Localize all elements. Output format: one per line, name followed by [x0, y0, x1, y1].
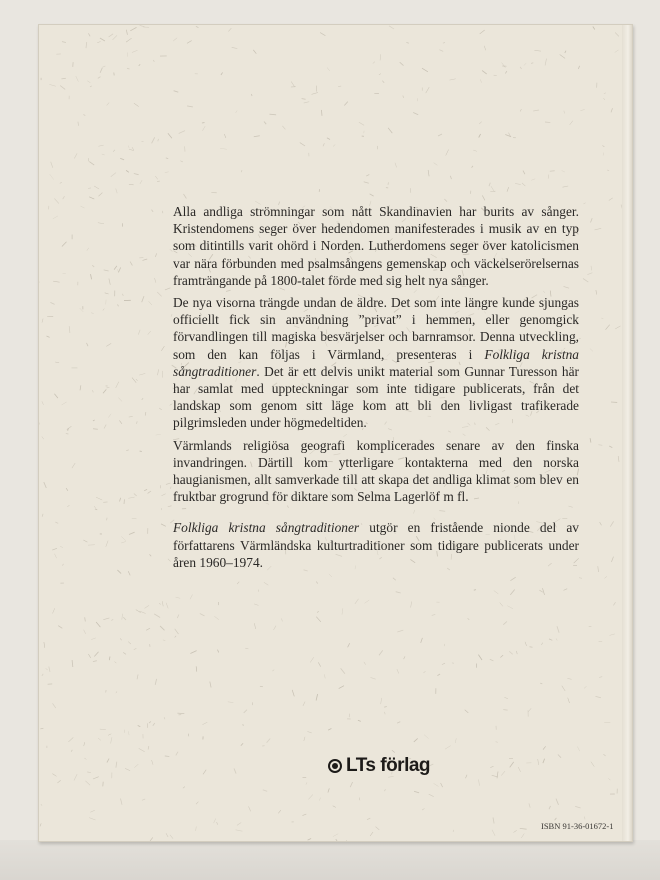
book-title-italic: Folkliga kristna sångtraditioner — [173, 346, 579, 379]
blurb-paragraph-3: Värmlands religiösa geografi komplicerades senare av den finska invandringen. Därtill kom ytterligare kontakterna med den norska haugianismen, allt samverkade till att skapa det andliga klimat som blev en fruktbar grogrund för diktare som Selma Lagerlöf m fl. — [173, 437, 579, 505]
isbn-number: ISBN 91-36-01672-1 — [541, 821, 614, 831]
blurb-paragraph-4: Folkliga kristna sångtraditioner utgör en fristående nionde del av författarens Värmländska kulturtraditioner som tidigare publicerats under åren 1960–1974. — [173, 520, 579, 570]
publisher-logo — [328, 752, 430, 780]
blurb-text — [173, 203, 579, 576]
blurb-paragraph-2: De nya visorna trängde undan de äldre. Det som inte längre kunde sjungas officiellt fick sin användning ”privat” i hemmen, eller genomgick förvandlingen till magiska besvärjelser och barnramsor. Denna utveckling, som den kan följas i Värmland, presenteras i Folkliga kristna sångtraditioner. Det är ett delvis unikt material som Gunnar Turesson här har samlat med uppteckningar som inte tidigare publicerats, från det landskap som genom sitt läge kom att bli den livligast trafikerade pilgrimsleden under högmedeltiden. — [173, 295, 579, 431]
publisher-name: LTs förlag — [346, 755, 431, 776]
book-title-italic: Folkliga kristna sångtraditioner — [173, 520, 360, 536]
book-back-cover — [38, 24, 633, 842]
table-surface — [0, 840, 660, 880]
blurb-paragraph-1: Alla andliga strömningar som nått Skandinavien har burits av sånger. Kristendomens seger över hedendomen manifesterades i musik av en typ som ditintills varit ohörd i Norden. Lutherdomens seger över katolicismen var nära förbunden med psalmsångens gemenskap och väckelserörelsernas framträngande på 1800-talet förde med sig helt nya sånger. — [173, 204, 579, 288]
lts-emblem-icon — [328, 759, 342, 773]
book-spine-edge — [622, 25, 632, 841]
